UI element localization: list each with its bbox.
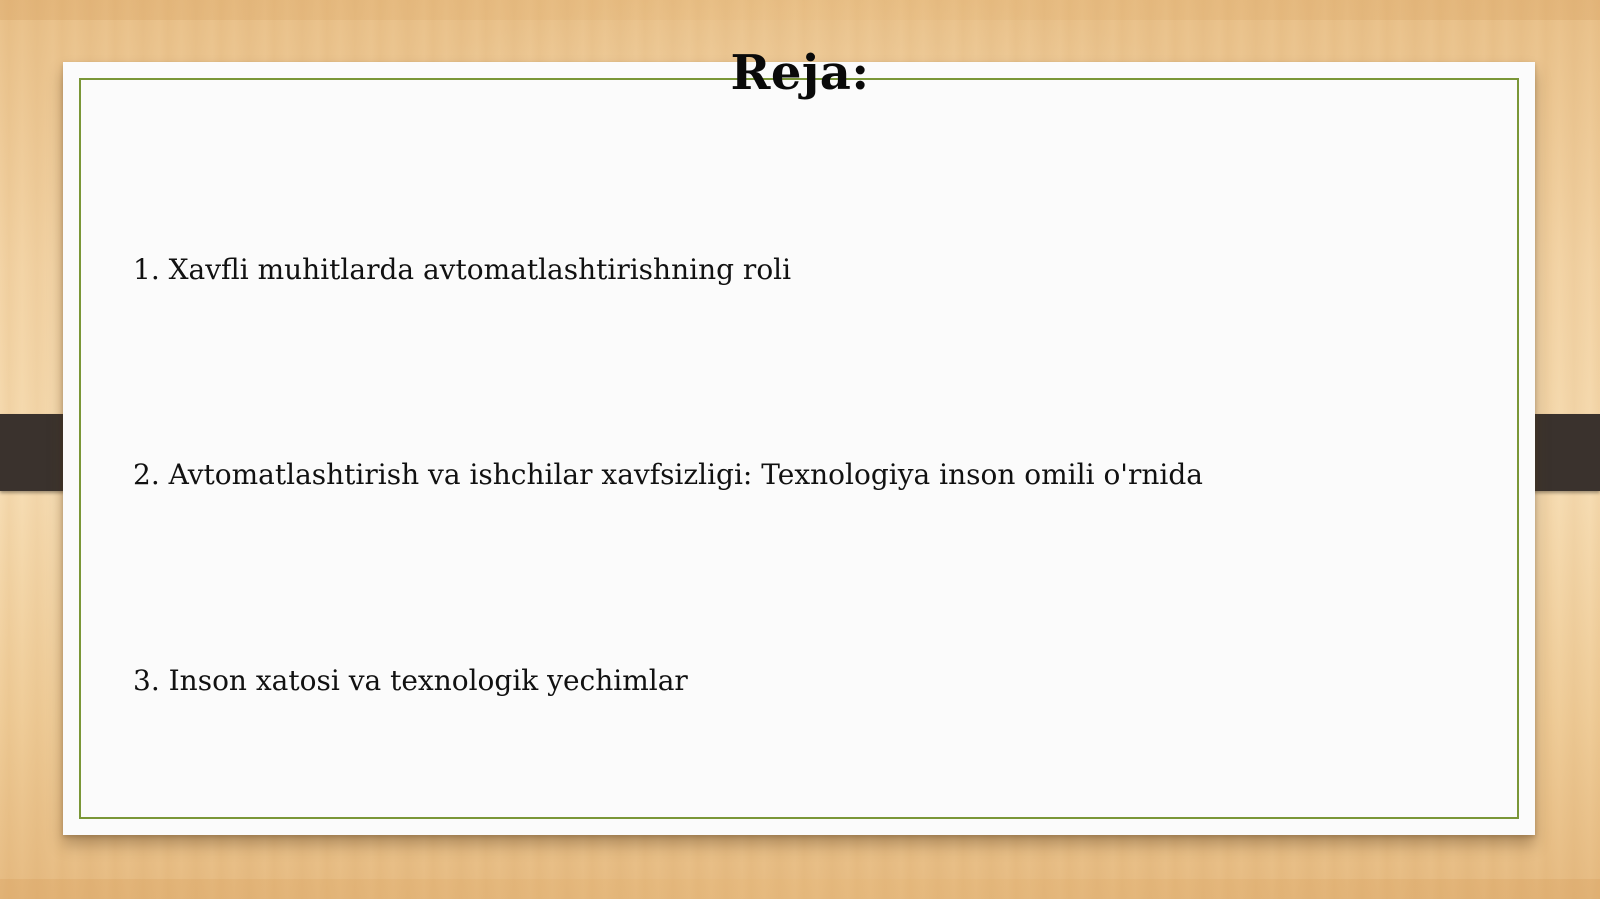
plan-item-1: 1. Xavfli muhitlarda avtomatlashtirishning roli bbox=[133, 253, 792, 286]
slide-title: Reja: bbox=[730, 45, 870, 101]
plan-item-2: 2. Avtomatlashtirish va ishchilar xavfsizligi: Texnologiya inson omili o'rnida bbox=[133, 458, 1203, 491]
card-border bbox=[79, 78, 1519, 819]
slide-card bbox=[63, 62, 1535, 835]
wood-grain-bottom bbox=[0, 879, 1600, 899]
wood-grain-top bbox=[0, 0, 1600, 20]
plan-item-3: 3. Inson xatosi va texnologik yechimlar bbox=[133, 664, 688, 697]
